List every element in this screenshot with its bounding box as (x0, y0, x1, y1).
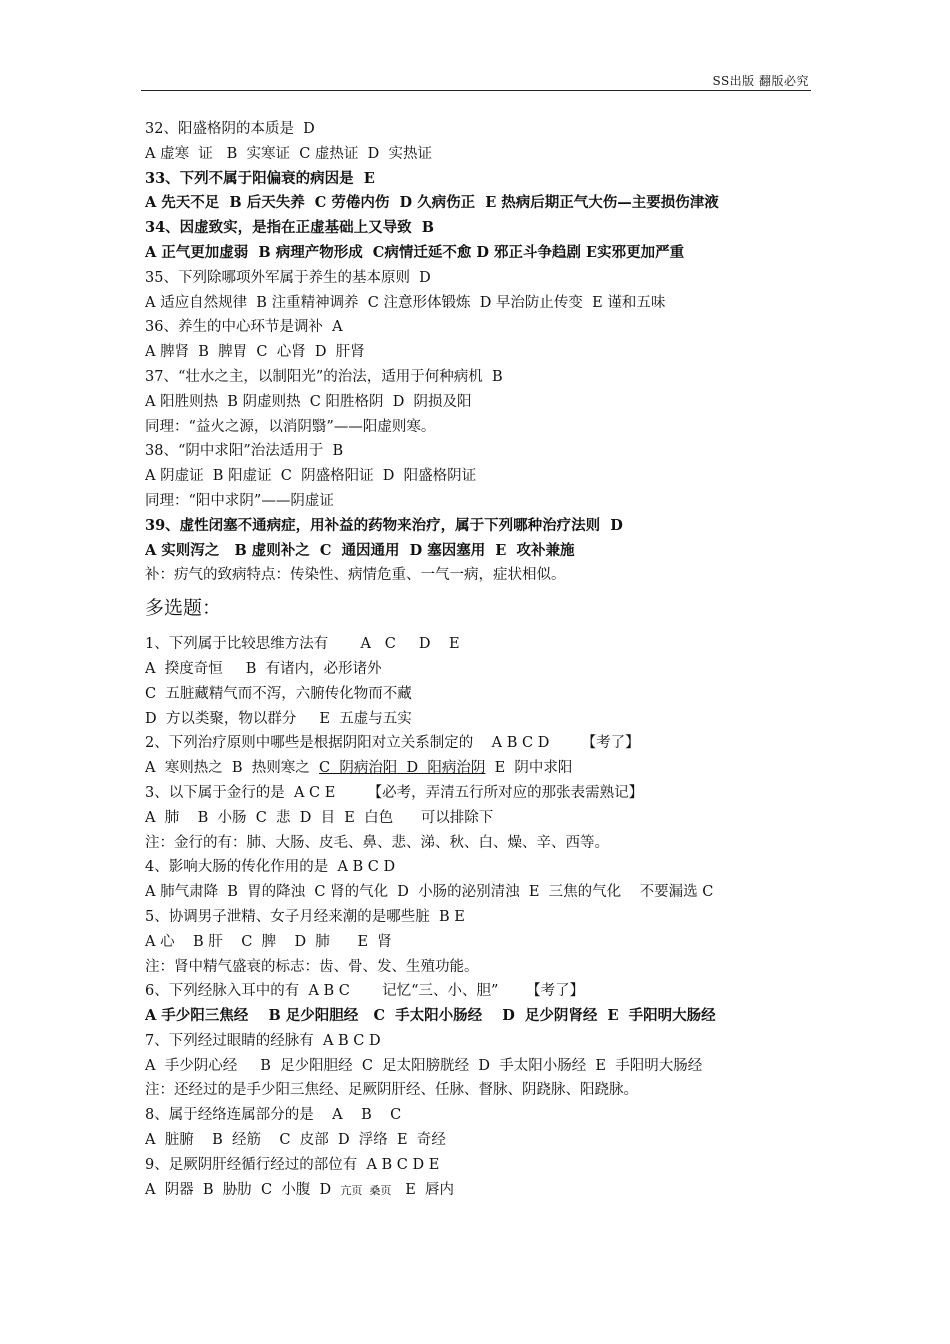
m9-options-head: A 阴器 B 胁肋 C 小腹 D (145, 1181, 341, 1198)
q39-question: 39、虚性闭塞不通病症，用补益的药物来治疗，属于下列哪种治疗法则 D (145, 516, 623, 534)
q36-options: A 脾肾 B 脾胃 C 心肾 D 肝肾 (145, 344, 365, 361)
m5-question: 5、协调男子泄精、女子月经来潮的是哪些脏 B E (145, 908, 465, 925)
m1-options-d-e: D 方以类聚，物以群分 E 五虚与五实 (145, 710, 412, 727)
page-header (141, 72, 811, 91)
m7-options: A 手少阴心经 B 足少阳胆经 C 足太阳膀胱经 D 手太阳小肠经 E 手阳明大肠经 (145, 1057, 703, 1074)
m7-note: 注：还经过的是手少阳三焦经、足厥阴肝经、任脉、督脉、阴跷脉、阳跷脉。 (145, 1082, 638, 1099)
q33-options: A 先天不足 B 后天失养 C 劳倦内伤 D 久病伤正 E 热病后期正气大伤—主要损伤津液 (145, 194, 719, 212)
m9-question: 9、足厥阴肝经循行经过的部位有 A B C D E (145, 1156, 440, 1173)
m8-question: 8、属于经络连属部分的是 A B C (145, 1107, 402, 1124)
q34-question: 34、因虚致实，是指在正虚基础上又导致 B (145, 219, 435, 237)
q34-options: A 正气更加虚弱 B 病理产物形成 C病情迁延不愈 D 邪正斗争趋剧 E实邪更加严重 (145, 243, 685, 261)
multi-choice-title: 多选题： (145, 597, 222, 620)
m6-question: 6、下列经脉入耳中的有 A B C 记忆“三、小、胆” 【考了】 (145, 983, 585, 1000)
m2-question: 2、下列治疗原则中哪些是根据阴阳对立关系制定的 A B C D 【考了】 (145, 735, 640, 752)
m7-question: 7、下列经过眼睛的经脉有 A B C D (145, 1032, 381, 1049)
m3-note: 注：金行的有：肺、大肠、皮毛、鼻、悲、涕、秋、白、燥、辛、西等。 (145, 834, 609, 851)
q38-options: A 阴虚证 B 阳虚证 C 阴盛格阳证 D 阳盛格阴证 (145, 468, 477, 485)
q35-options: A 适应自然规律 B 注重精神调养 C 注意形体锻炼 D 早治防止传变 E 谨和五味 (145, 294, 666, 311)
m8-options: A 脏腑 B 经筋 C 皮部 D 浮络 E 奇经 (145, 1132, 446, 1149)
document-body (145, 117, 825, 1202)
m3-question: 3、以下属于金行的是 A C E 【必考，弄清五行所对应的那张表需熟记】 (145, 784, 644, 801)
q36-question: 36、养生的中心环节是调补 A (145, 319, 343, 336)
q39-options: A 实则泻之 B 虚则补之 C 通因通用 D 塞因塞用 E 攻补兼施 (145, 541, 575, 559)
m2-options-tail: E 阴中求阳 (485, 760, 573, 777)
m2-options (145, 756, 825, 781)
m9-options-tail: E 唇内 (391, 1181, 455, 1198)
q35-question: 35、下列除哪项外军属于养生的基本原则 D (145, 269, 431, 286)
m2-options-head: A 寒则热之 B 热则寒之 (145, 760, 319, 777)
m2-options-underlined: C 阴病治阳 D 阳病治阴 (319, 760, 486, 777)
m9-options-small: 亢页 桑页 (340, 1183, 392, 1197)
m5-options: A 心 B 肝 C 脾 D 肺 E 肾 (145, 933, 392, 950)
header-text: SS出版 翻版必究 (712, 74, 809, 88)
q33-question: 33、下列不属于阳偏衰的病因是 E (145, 169, 375, 187)
m3-options: A 肺 B 小肠 C 悲 D 目 E 白色 可以排除下 (145, 809, 494, 826)
m4-question: 4、影响大肠的传化作用的是 A B C D (145, 859, 396, 876)
q37-question: 37、“壮水之主，以制阳光”的治法，适用于何种病机 B (145, 368, 503, 385)
m5-note: 注：肾中精气盛衰的标志：齿、骨、发、生殖功能。 (145, 958, 479, 975)
q32-options: A 虚寒 证 B 实寒证 C 虚热证 D 实热证 (145, 145, 432, 162)
m9-options (145, 1178, 825, 1203)
q37-note: 同理：“益火之源，以消阴翳”——阳虚则寒。 (145, 418, 436, 435)
supplement-note: 补：疠气的致病特点：传染性、病情危重、一气一病，症状相似。 (145, 567, 566, 584)
m4-options: A 肺气肃降 B 胃的降浊 C 肾的气化 D 小肠的泌别清浊 E 三焦的气化 不要漏选 C (145, 884, 714, 901)
q38-note: 同理：“阳中求阴”——阴虚证 (145, 492, 334, 509)
q32-question: 32、阳盛格阴的本质是 D (145, 121, 315, 137)
q37-options: A 阳胜则热 B 阴虚则热 C 阳胜格阴 D 阴损及阳 (145, 393, 472, 410)
m1-question: 1、下列属于比较思维方法有 A C D E (145, 636, 460, 653)
m1-options-a-b: A 揆度奇恒 B 有诸内，必形诸外 (145, 660, 382, 677)
m1-option-c: C 五脏藏精气而不泻，六腑传化物而不藏 (145, 685, 412, 702)
m6-options: A 手少阳三焦经 B 足少阳胆经 C 手太阳小肠经 D 足少阴肾经 E 手阳明大肠经 (145, 1007, 716, 1025)
q38-question: 38、“阴中求阳”治法适用于 B (145, 443, 344, 460)
